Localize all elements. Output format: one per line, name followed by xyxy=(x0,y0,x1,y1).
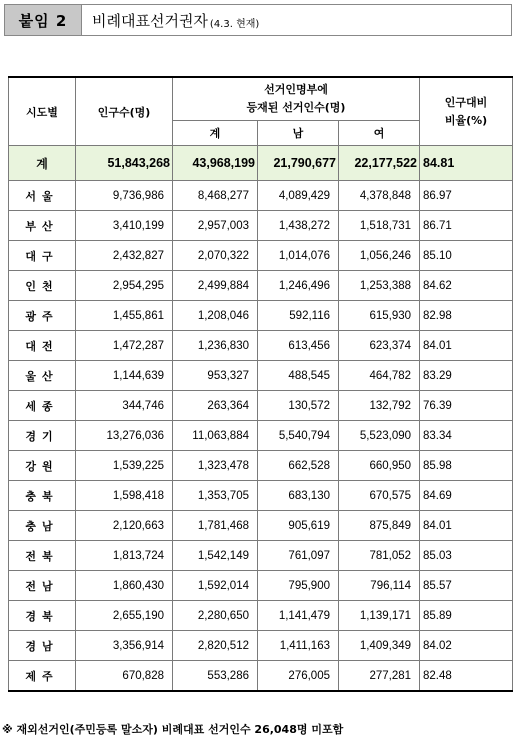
female-cell: 623,374 xyxy=(339,331,420,361)
table-row xyxy=(9,661,513,692)
header-voters-group: 선거인명부에 등재된 선거인수(명) xyxy=(173,77,420,121)
table-row xyxy=(9,181,513,211)
total-ratio: 84.81 xyxy=(420,146,513,181)
population-cell: 1,455,861 xyxy=(76,301,173,331)
male-cell: 4,089,429 xyxy=(258,181,339,211)
attachment-badge: 붙임 2 xyxy=(4,4,82,36)
table-row xyxy=(9,271,513,301)
ratio-cell: 85.98 xyxy=(420,451,513,481)
female-cell: 670,575 xyxy=(339,481,420,511)
male-cell: 276,005 xyxy=(258,661,339,692)
header-total: 계 xyxy=(173,121,258,146)
female-cell: 796,114 xyxy=(339,571,420,601)
region-cell: 대전 xyxy=(9,331,76,361)
table-row xyxy=(9,241,513,271)
population-cell: 2,655,190 xyxy=(76,601,173,631)
voters-total-cell: 1,236,830 xyxy=(173,331,258,361)
male-cell: 795,900 xyxy=(258,571,339,601)
female-cell: 615,930 xyxy=(339,301,420,331)
ratio-cell: 85.89 xyxy=(420,601,513,631)
table-row xyxy=(9,601,513,631)
ratio-cell: 84.01 xyxy=(420,511,513,541)
document-header xyxy=(4,4,512,36)
region-cell: 부산 xyxy=(9,211,76,241)
female-cell: 875,849 xyxy=(339,511,420,541)
region-cell: 세종 xyxy=(9,391,76,421)
ratio-cell: 86.97 xyxy=(420,181,513,211)
table-row xyxy=(9,541,513,571)
voters-total-cell: 11,063,884 xyxy=(173,421,258,451)
ratio-cell: 82.48 xyxy=(420,661,513,692)
female-cell: 5,523,090 xyxy=(339,421,420,451)
female-cell: 464,782 xyxy=(339,361,420,391)
voters-total-cell: 1,592,014 xyxy=(173,571,258,601)
region-cell: 충북 xyxy=(9,481,76,511)
header-male: 남 xyxy=(258,121,339,146)
male-cell: 761,097 xyxy=(258,541,339,571)
voters-table xyxy=(8,76,513,692)
male-cell: 662,528 xyxy=(258,451,339,481)
region-cell: 울산 xyxy=(9,361,76,391)
document-title xyxy=(82,4,512,36)
population-cell: 1,860,430 xyxy=(76,571,173,601)
population-cell: 1,144,639 xyxy=(76,361,173,391)
region-cell: 전남 xyxy=(9,571,76,601)
ratio-cell: 84.62 xyxy=(420,271,513,301)
voters-total-cell: 2,499,884 xyxy=(173,271,258,301)
total-voters: 43,968,199 xyxy=(173,146,258,181)
table-header-row xyxy=(9,77,513,121)
ratio-cell: 83.34 xyxy=(420,421,513,451)
voters-total-cell: 2,957,003 xyxy=(173,211,258,241)
female-cell: 1,139,171 xyxy=(339,601,420,631)
male-cell: 130,572 xyxy=(258,391,339,421)
female-cell: 781,052 xyxy=(339,541,420,571)
region-cell: 인천 xyxy=(9,271,76,301)
table-row xyxy=(9,481,513,511)
male-cell: 1,014,076 xyxy=(258,241,339,271)
female-cell: 277,281 xyxy=(339,661,420,692)
table-row xyxy=(9,511,513,541)
region-cell: 충남 xyxy=(9,511,76,541)
voters-total-cell: 2,070,322 xyxy=(173,241,258,271)
male-cell: 683,130 xyxy=(258,481,339,511)
voters-total-cell: 1,353,705 xyxy=(173,481,258,511)
population-cell: 1,472,287 xyxy=(76,331,173,361)
region-cell: 광주 xyxy=(9,301,76,331)
male-cell: 1,246,496 xyxy=(258,271,339,301)
ratio-cell: 83.29 xyxy=(420,361,513,391)
population-cell: 3,410,199 xyxy=(76,211,173,241)
ratio-cell: 76.39 xyxy=(420,391,513,421)
ratio-cell: 84.02 xyxy=(420,631,513,661)
voters-total-cell: 2,280,650 xyxy=(173,601,258,631)
male-cell: 613,456 xyxy=(258,331,339,361)
male-cell: 1,438,272 xyxy=(258,211,339,241)
title-text: 비례대표선거권자 xyxy=(92,11,208,30)
header-population: 인구수(명) xyxy=(76,77,173,146)
table-row xyxy=(9,451,513,481)
table-row xyxy=(9,571,513,601)
region-cell: 서울 xyxy=(9,181,76,211)
population-cell: 1,598,418 xyxy=(76,481,173,511)
header-region: 시도별 xyxy=(9,77,76,146)
voters-total-cell: 8,468,277 xyxy=(173,181,258,211)
male-cell: 1,141,479 xyxy=(258,601,339,631)
header-ratio: 인구대비 비율(%) xyxy=(420,77,513,146)
population-cell: 2,954,295 xyxy=(76,271,173,301)
population-cell: 13,276,036 xyxy=(76,421,173,451)
table-row xyxy=(9,331,513,361)
voters-total-cell: 553,286 xyxy=(173,661,258,692)
title-date: (4.3. 현재) xyxy=(209,18,260,30)
female-cell: 1,409,349 xyxy=(339,631,420,661)
voters-total-cell: 2,820,512 xyxy=(173,631,258,661)
region-cell: 강원 xyxy=(9,451,76,481)
voters-total-cell: 1,323,478 xyxy=(173,451,258,481)
voters-total-cell: 1,542,149 xyxy=(173,541,258,571)
total-female: 22,177,522 xyxy=(339,146,420,181)
voters-total-cell: 953,327 xyxy=(173,361,258,391)
region-cell: 경남 xyxy=(9,631,76,661)
population-cell: 1,813,724 xyxy=(76,541,173,571)
ratio-cell: 85.10 xyxy=(420,241,513,271)
table-row xyxy=(9,301,513,331)
ratio-cell: 84.69 xyxy=(420,481,513,511)
total-row xyxy=(9,146,513,181)
table-row xyxy=(9,391,513,421)
total-male: 21,790,677 xyxy=(258,146,339,181)
population-cell: 1,539,225 xyxy=(76,451,173,481)
female-cell: 4,378,848 xyxy=(339,181,420,211)
region-cell: 경기 xyxy=(9,421,76,451)
male-cell: 488,545 xyxy=(258,361,339,391)
ratio-cell: 85.03 xyxy=(420,541,513,571)
table-row xyxy=(9,211,513,241)
table-row xyxy=(9,361,513,391)
total-label: 계 xyxy=(9,146,76,181)
total-population: 51,843,268 xyxy=(76,146,173,181)
male-cell: 5,540,794 xyxy=(258,421,339,451)
region-cell: 전북 xyxy=(9,541,76,571)
ratio-cell: 86.71 xyxy=(420,211,513,241)
table-row xyxy=(9,631,513,661)
region-cell: 대구 xyxy=(9,241,76,271)
header-female: 여 xyxy=(339,121,420,146)
population-cell: 344,746 xyxy=(76,391,173,421)
footnote: ※ 재외선거인(주민등록 말소자) 비례대표 선거인수 26,048명 미포함 xyxy=(2,723,344,736)
ratio-cell: 84.01 xyxy=(420,331,513,361)
population-cell: 9,736,986 xyxy=(76,181,173,211)
female-cell: 1,056,246 xyxy=(339,241,420,271)
region-cell: 제주 xyxy=(9,661,76,692)
population-cell: 2,120,663 xyxy=(76,511,173,541)
table-row xyxy=(9,421,513,451)
region-cell: 경북 xyxy=(9,601,76,631)
male-cell: 592,116 xyxy=(258,301,339,331)
female-cell: 1,518,731 xyxy=(339,211,420,241)
population-cell: 670,828 xyxy=(76,661,173,692)
voters-total-cell: 263,364 xyxy=(173,391,258,421)
ratio-cell: 85.57 xyxy=(420,571,513,601)
population-cell: 2,432,827 xyxy=(76,241,173,271)
female-cell: 660,950 xyxy=(339,451,420,481)
male-cell: 905,619 xyxy=(258,511,339,541)
ratio-cell: 82.98 xyxy=(420,301,513,331)
voters-total-cell: 1,781,468 xyxy=(173,511,258,541)
voters-total-cell: 1,208,046 xyxy=(173,301,258,331)
female-cell: 132,792 xyxy=(339,391,420,421)
male-cell: 1,411,163 xyxy=(258,631,339,661)
female-cell: 1,253,388 xyxy=(339,271,420,301)
population-cell: 3,356,914 xyxy=(76,631,173,661)
